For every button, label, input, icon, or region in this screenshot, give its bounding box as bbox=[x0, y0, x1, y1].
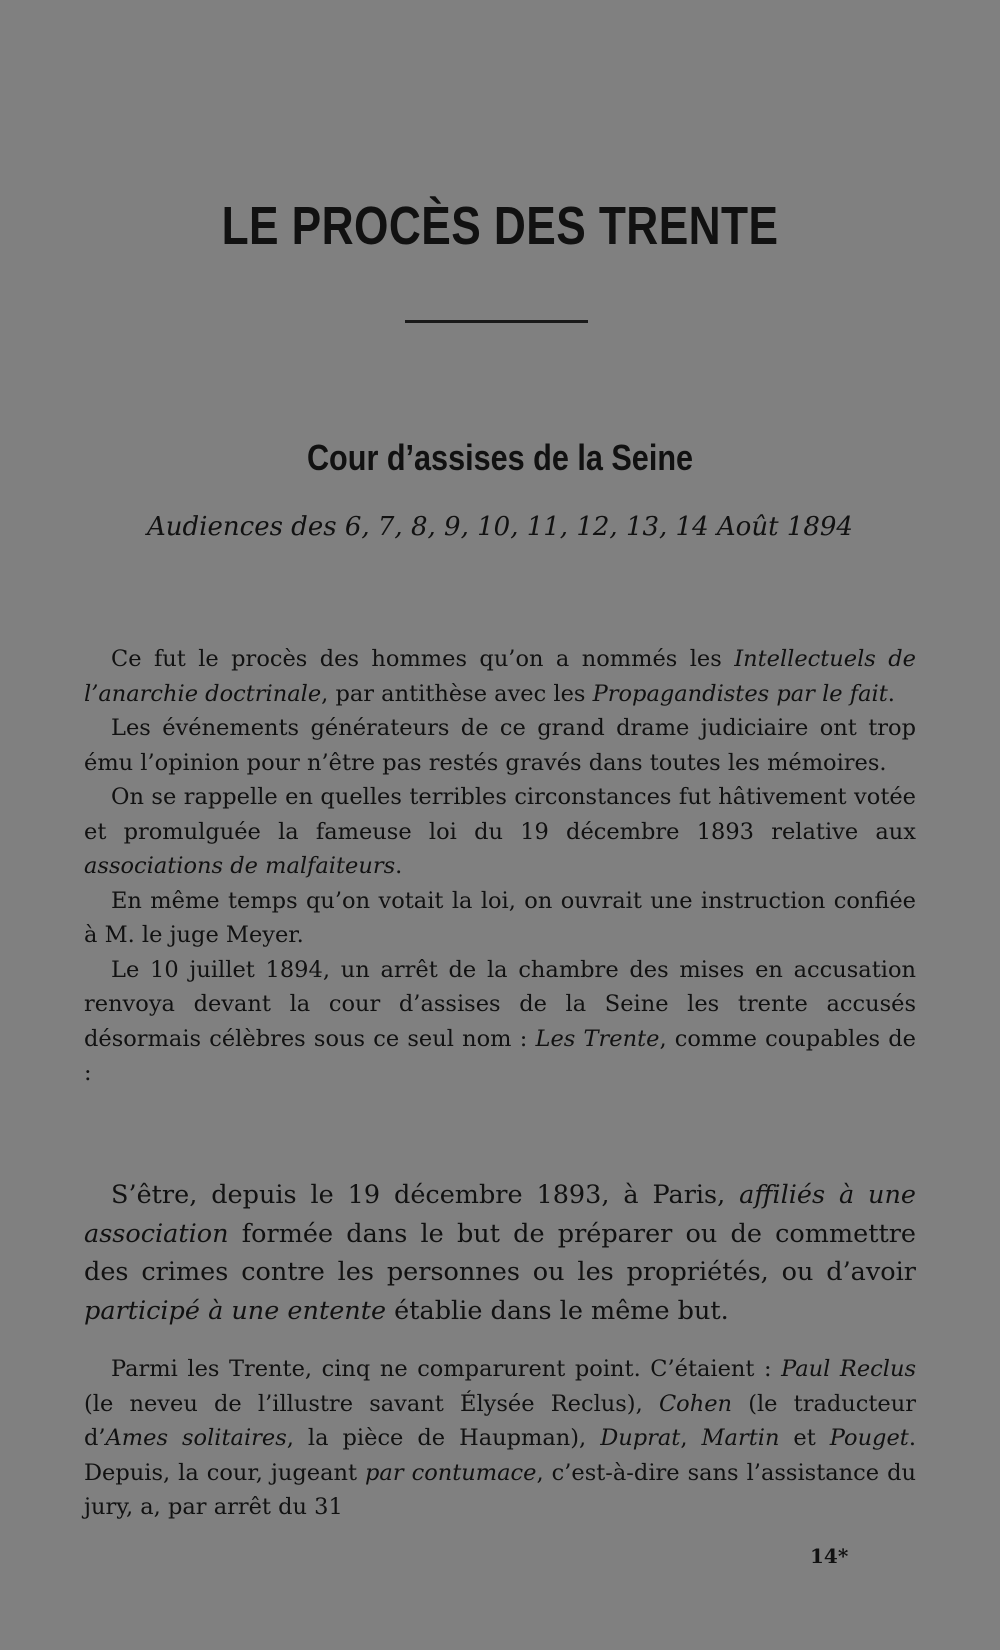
paragraph-5-text-2: , comme coupables de : bbox=[84, 1025, 916, 1086]
paragraph-6 bbox=[84, 1352, 916, 1525]
indictment-quote bbox=[84, 1176, 916, 1330]
paragraph-4-text-1: En même temps qu’on votait la loi, on ouvrait une instruction confiée à M. le juge Meyer. bbox=[84, 887, 916, 948]
paragraph-3-italic-1: associations de malfaiteurs bbox=[84, 853, 396, 879]
paragraph-6-italic-7: par contumace bbox=[365, 1459, 537, 1486]
signature-mark: 14* bbox=[810, 1544, 849, 1568]
quote-text-2: formée dans le but de préparer ou de commettre des crimes contre les personnes ou les propriétés, ou d’avoir bbox=[84, 1218, 916, 1287]
paragraph-1 bbox=[84, 642, 916, 711]
paragraph-1-text-3: . bbox=[887, 680, 895, 707]
paragraph-6-italic-1: Paul Reclus bbox=[781, 1356, 916, 1382]
hearing-dates: Audiences des 6, 7, 8, 9, 10, 11, 12, 13, 14 Août 1894 bbox=[147, 512, 853, 542]
paragraph-3-text-1: On se rappelle en quelles terribles circonstances fut hâtivement votée et promulguée la fameuse loi du 19 décembre 1893 relative aux bbox=[84, 784, 916, 845]
paragraph-6-italic-2: Cohen bbox=[658, 1390, 732, 1417]
paragraph-1-text-2: , par antithèse avec les bbox=[321, 680, 593, 707]
page-title: LE PROCÈS DES TRENTE bbox=[221, 196, 779, 256]
paragraph-5-italic-1: Les Trente bbox=[535, 1025, 660, 1052]
section-subtitle: Cour d’assises de la Seine bbox=[306, 437, 694, 478]
paragraph-6-italic-4: Duprat bbox=[600, 1425, 681, 1451]
paragraph-6-text-1: Parmi les Trente, cinq ne comparurent point. C’étaient : bbox=[111, 1356, 782, 1382]
paragraph-2-text-1: Les événements générateurs de ce grand drame judiciaire ont trop ému l’opinion pour n’être pas restés gravés dans toutes les mémoires. bbox=[84, 715, 916, 776]
paragraph-5 bbox=[84, 953, 916, 1091]
paragraph-6-text-2: (le neveu de l’illustre savant Élysée Reclus), bbox=[84, 1390, 659, 1417]
paragraph-1-text-1: Ce fut le procès des hommes qu’on a nommés les bbox=[111, 646, 735, 672]
body-text bbox=[84, 642, 916, 1091]
paragraph-6-text-4: , la pièce de Haupman), bbox=[286, 1425, 601, 1451]
paragraph-6-text-6: et bbox=[779, 1425, 830, 1451]
quote-text-1: S’être, depuis le 19 décembre 1893, à Paris, bbox=[111, 1180, 740, 1210]
paragraph-2 bbox=[84, 711, 916, 780]
paragraph-6-italic-5: Martin bbox=[701, 1425, 780, 1451]
paragraph-4 bbox=[84, 884, 916, 953]
paragraph-1-italic-1: Intellectuels de l’anarchie doctrinale bbox=[84, 646, 916, 707]
paragraph-6-text-3: (le traducteur d’ bbox=[84, 1390, 916, 1451]
paragraph-6-italic-3: Ames solitaires bbox=[105, 1425, 287, 1451]
paragraph-1-italic-2: Propagandistes par le fait bbox=[592, 680, 888, 707]
paragraph-6-text-7: . Depuis, la cour, jugeant bbox=[84, 1425, 916, 1486]
title-rule bbox=[405, 320, 588, 323]
paragraph-6-italic-6: Pouget bbox=[829, 1425, 909, 1451]
quote-italic-2: participé à une entente bbox=[84, 1295, 387, 1326]
paragraph-3 bbox=[84, 780, 916, 884]
paragraph-3-text-2: . bbox=[395, 853, 403, 879]
paragraph-6-text-8: , c’est-à-dire sans l’assistance du jury, a, par arrêt du 31 bbox=[84, 1459, 916, 1520]
quote-text-3: établie dans le même but. bbox=[386, 1295, 729, 1326]
paragraph-6-text-5: , bbox=[680, 1425, 702, 1451]
paragraph-5-text-1: Le 10 juillet 1894, un arrêt de la chambre des mises en accusation renvoya devant la cour d’assises de la Seine les trente accusés désormais célèbres sous ce seul nom : bbox=[84, 956, 916, 1052]
quote-italic-1: affiliés à une association bbox=[84, 1180, 916, 1249]
